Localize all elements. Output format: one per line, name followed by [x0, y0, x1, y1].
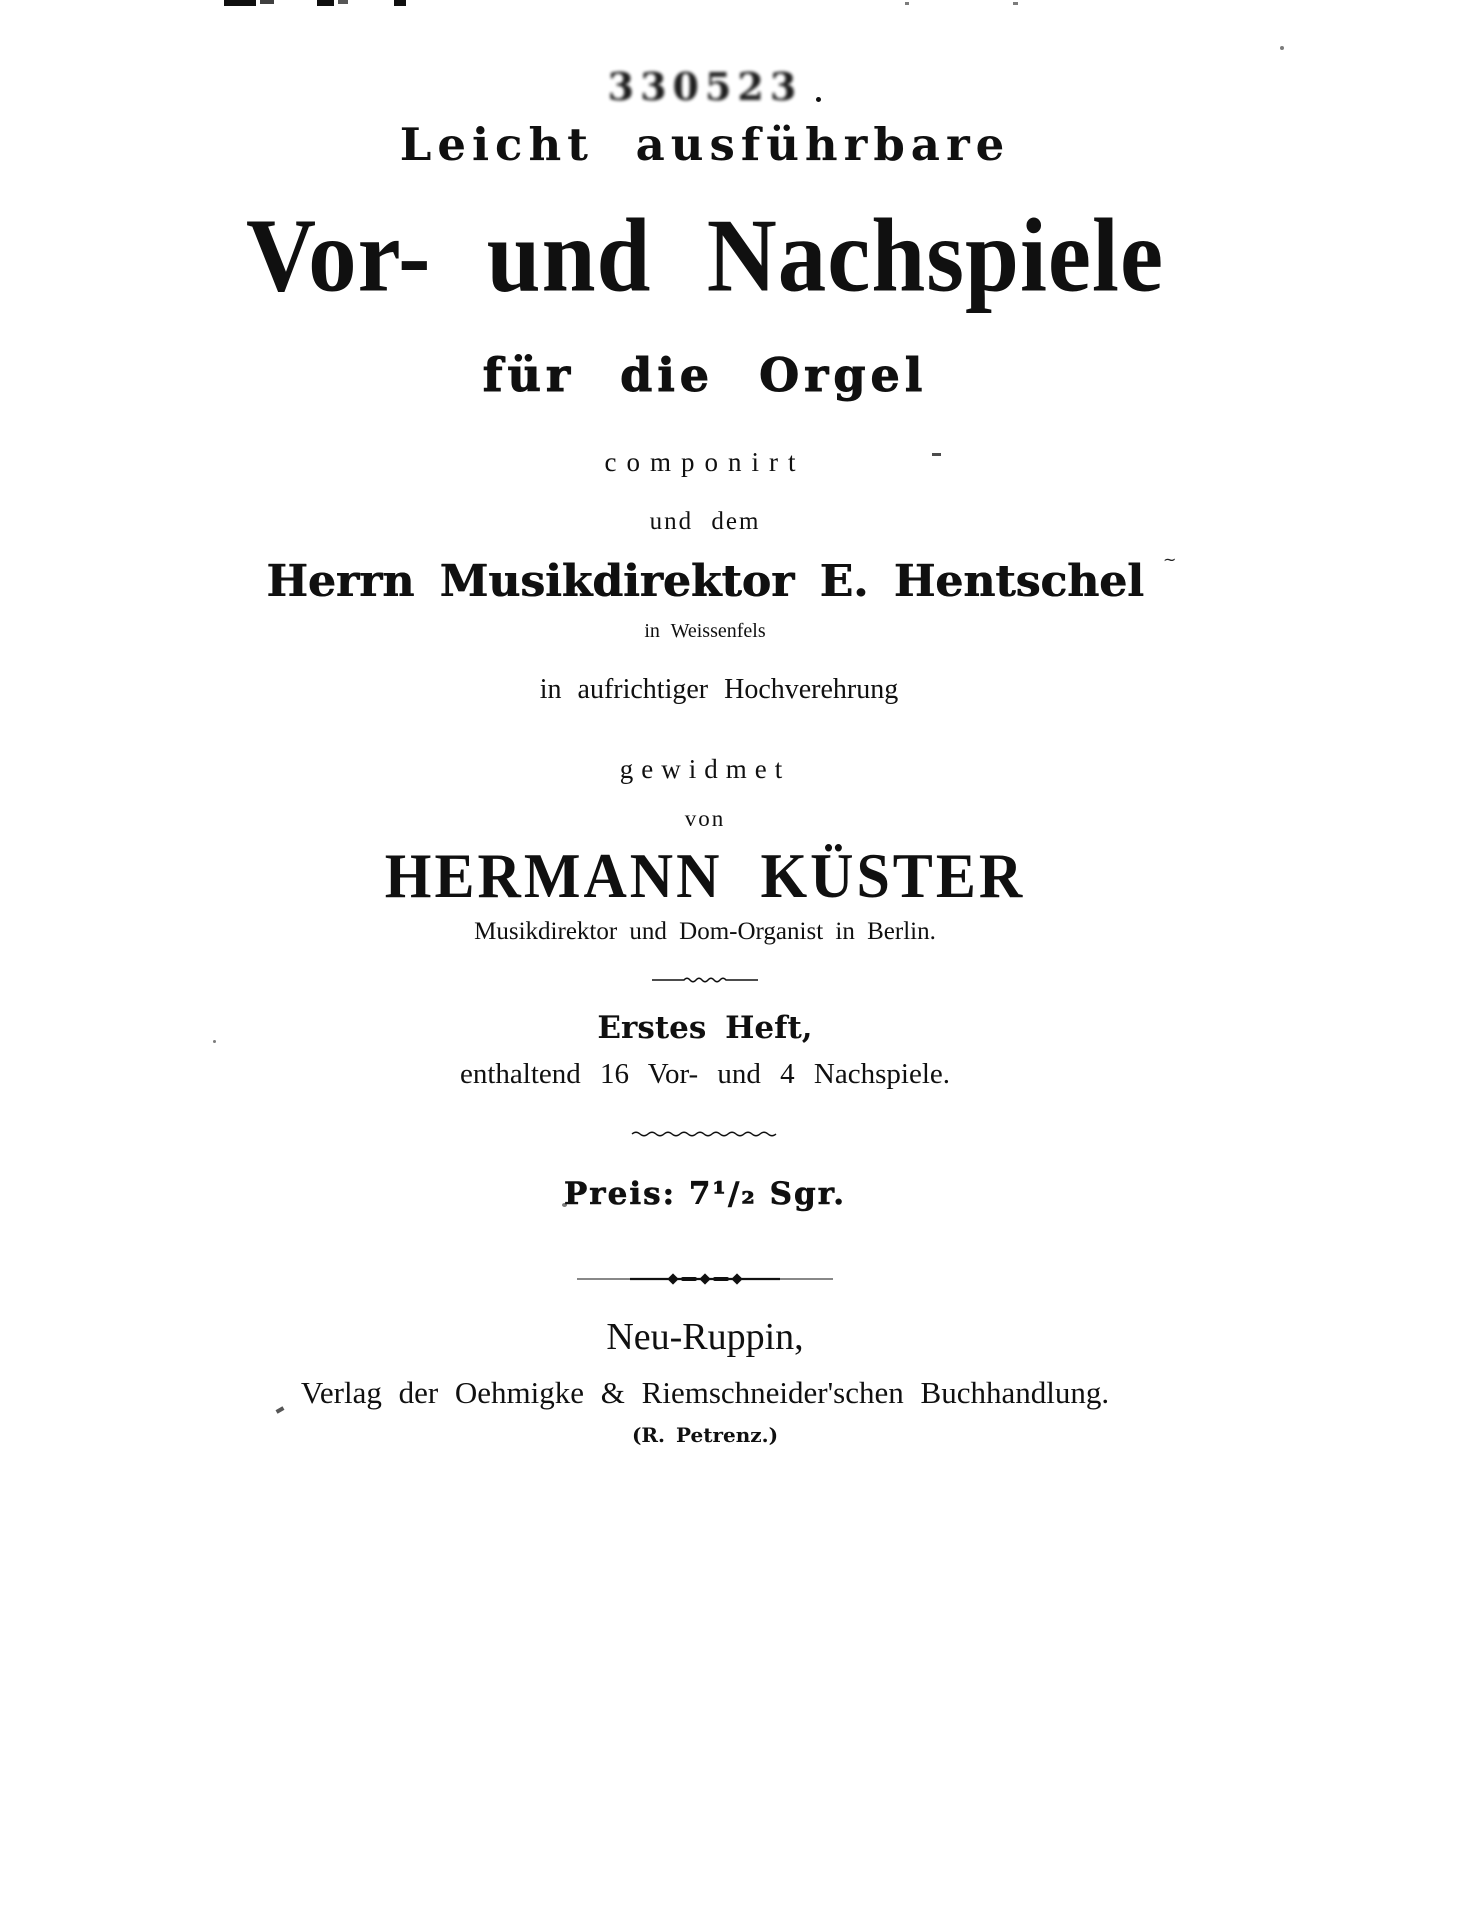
imprint-city: Neu-Ruppin,	[606, 1316, 804, 1358]
volume-heading: Erstes Heft,	[597, 1010, 813, 1046]
dedication-word: gewidmet	[619, 754, 791, 784]
dedication-connector: und dem	[649, 508, 761, 535]
price: Preis: 7¹/₂ Sgr.	[563, 1176, 846, 1212]
scan-artifact	[816, 97, 821, 102]
dedication-phrase: in aufrichtiger Hochverehrung	[539, 674, 899, 705]
main-title	[0, 197, 1410, 314]
printer-credit: (R. Petrenz.)	[631, 1423, 779, 1447]
wavy-divider-icon	[0, 1126, 1410, 1144]
stamp-number: 330523	[607, 64, 803, 109]
scan-artifact	[1013, 2, 1018, 5]
scan-artifact	[932, 453, 941, 456]
scan-artifact	[260, 0, 274, 4]
scan-artifact	[1280, 46, 1284, 50]
dedicatee-place: in Weissenfels	[644, 620, 766, 642]
scan-artifact	[224, 0, 256, 6]
composer-role: Musikdirektor und Dom-Organist in Berlin.	[474, 918, 936, 945]
scan-artifact	[905, 2, 909, 5]
main-title-text: Vor- und Nachspiele	[246, 197, 1164, 314]
dedicatee-name: Herrn Musikdirektor E. Hentschel	[266, 556, 1144, 607]
scan-artifact	[213, 1040, 216, 1043]
subtitle: für die Orgel	[482, 348, 928, 402]
composer-name-text: HERMANN KÜSTER	[384, 840, 1026, 911]
von-label: von	[684, 806, 726, 831]
volume-contents: enthaltend 16 Vor- und 4 Nachspiele.	[459, 1058, 951, 1090]
scan-artifact	[394, 0, 406, 6]
publisher-line: Verlag der Oehmigke & Riemschneider'schen Buchhandlung.	[300, 1375, 1110, 1410]
series-title: Leicht ausführbare	[399, 118, 1011, 171]
scan-artifact: ~	[1163, 550, 1177, 569]
composer-name	[0, 842, 1410, 911]
scan-artifact	[317, 0, 334, 6]
rule-divider-icon	[0, 1272, 1410, 1291]
squiggle-divider-icon	[0, 972, 1410, 990]
scan-artifact	[338, 0, 348, 4]
composed-label: componirt	[604, 447, 806, 477]
